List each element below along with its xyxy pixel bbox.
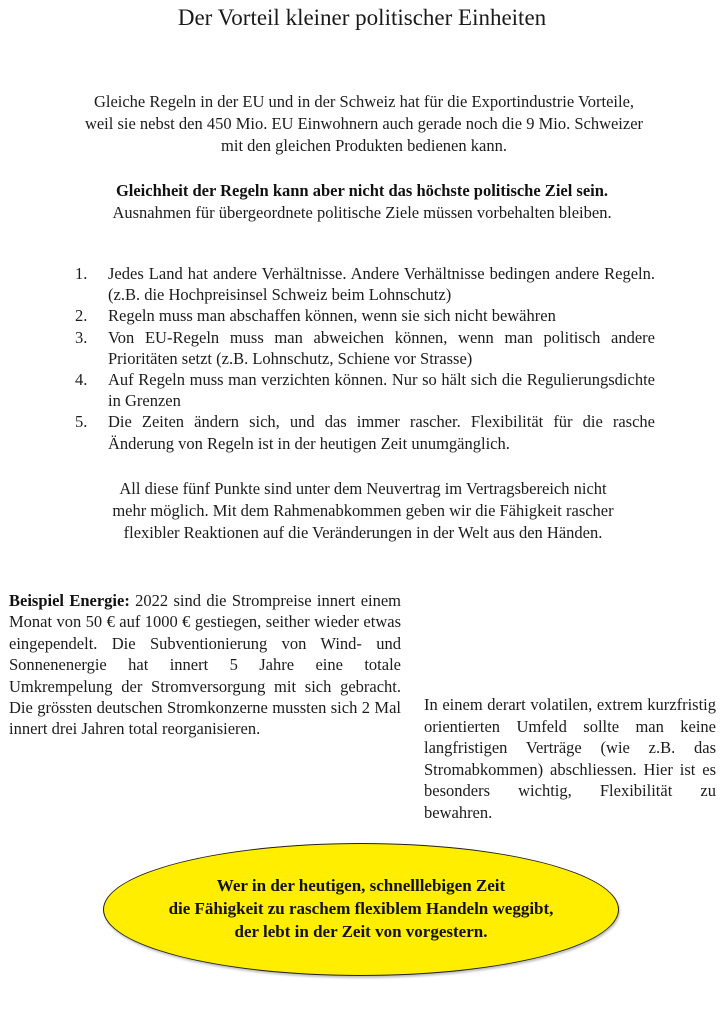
list-number: 5.: [75, 412, 88, 432]
list-text: Von EU-Regeln muss man abweichen können, wenn man politisch andere Prioritäten setzt (z.B. Lohnschutz, Schiene vor Strasse): [108, 327, 655, 368]
intro-line: mit den gleichen Produkten bedienen kann.: [221, 136, 507, 155]
conclusion-line: All diese fünf Punkte sind unter dem Neuvertrag im Vertragsbereich nicht: [119, 479, 607, 498]
intro-paragraph: [40, 91, 688, 157]
example-text: 2022 sind die Strompreise innert einem Monat von 50 € auf 1000 € gestiegen, seither wieder etwas eingependelt. Die Subventionierung von Wind- und Sonnenenergie hat innert 5 Jahre eine totale Umkrempelung der Stromversorgung mit sich gebracht. Die grössten deutschen Stromkonzerne mussten sich 2 Mal innert drei Jahren total reorganisieren.: [9, 591, 402, 739]
list-number: 3.: [75, 327, 88, 347]
list-item: [75, 411, 655, 453]
list-item: [75, 305, 655, 326]
conclusion-line: mehr möglich. Mit dem Rahmenabkommen geben wir die Fähigkeit rascher: [112, 501, 614, 520]
energy-example: [9, 590, 401, 740]
list-text: Regeln muss man abschaffen können, wenn sie sich nicht bewähren: [108, 306, 556, 326]
sidenote-paragraph: [424, 694, 716, 824]
intro-line: weil sie nebst den 450 Mio. EU Einwohnern auch gerade noch die 9 Mio. Schweizer: [84, 114, 644, 133]
list-text: Jedes Land hat andere Verhältnisse. Andere Verhältnisse bedingen andere Regeln. (z.B. die Hochpreisinsel Schweiz beim Lohnschutz): [108, 264, 655, 305]
list-number: 1.: [75, 264, 88, 283]
sidenote-text: In einem derart volatilen, extrem kurzfristig orientierten Umfeld sollte man keine langfristigen Verträge (wie z.B. das Stromabkommen) abschliessen. Hier ist es besonders wichtig, Flexibilität zu bewahren.: [424, 695, 716, 822]
list-item: [75, 263, 655, 305]
page-title: Der Vorteil kleiner politischer Einheiten: [177, 5, 547, 30]
conclusion-line: flexibler Reaktionen auf die Veränderungen in der Welt aus den Händen.: [123, 523, 603, 542]
intro-line: Gleiche Regeln in der EU und in der Schweiz hat für die Exportindustrie Vorteile,: [93, 92, 635, 111]
thesis-statement: Gleichheit der Regeln kann aber nicht das höchste politische Ziel sein.: [115, 181, 609, 200]
callout-line: die Fähigkeit zu raschem flexiblem Handeln weggibt,: [168, 899, 554, 918]
thesis-subline: Ausnahmen für übergeordnete politische Ziele müssen vorbehalten bleiben.: [112, 203, 612, 222]
callout-line: der lebt in der Zeit von vorgestern.: [234, 922, 488, 941]
example-lead: Beispiel Energie:: [9, 591, 130, 610]
callout-line: Wer in der heutigen, schnelllebigen Zeit: [216, 876, 506, 895]
list-item: [75, 327, 655, 369]
list-text: Auf Regeln muss man verzichten können. Nur so hält sich die Regulierungsdichte in Grenzen: [108, 370, 655, 411]
list-number: 2.: [75, 306, 88, 326]
thesis-block: [30, 180, 694, 224]
list-number: 4.: [75, 370, 88, 390]
list-text: Die Zeiten ändern sich, und das immer rascher. Flexibilität für die rasche Änderung von Regeln ist in der heutigen Zeit unumgänglich.: [108, 412, 655, 453]
callout-text: [103, 874, 619, 943]
conclusion-paragraph: [38, 478, 688, 544]
points-list: [75, 263, 655, 454]
list-item: [75, 369, 655, 411]
